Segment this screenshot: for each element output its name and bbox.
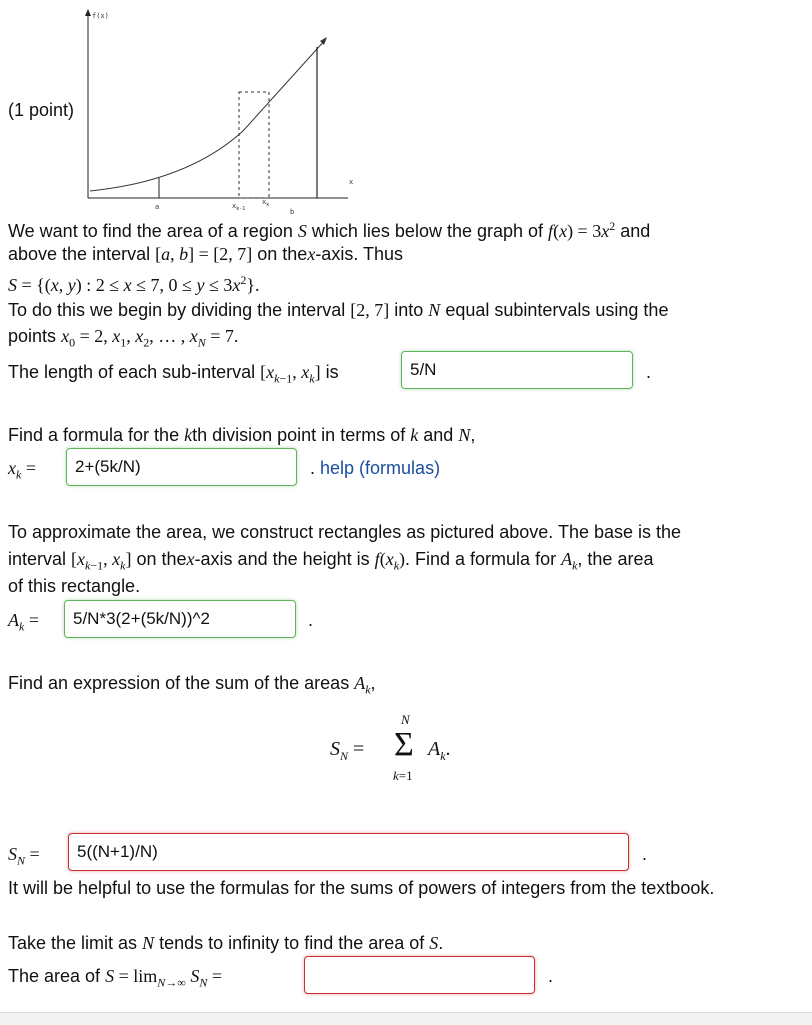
y-axis-label: f(x) (92, 12, 109, 20)
tick-label-xk: $x_k$ (262, 198, 270, 208)
length-question: The length of each sub-interval [$x_{k-1}$, $x_k$] is (8, 362, 339, 386)
graph-svg (78, 6, 360, 216)
xk-label: $x_k$ = (8, 458, 36, 482)
math-points: $x_0 = 2$, $x_1$, $x_2$, … , $x_N = 7$. (61, 326, 239, 350)
limit-input[interactable] (304, 956, 535, 994)
sum-hint: It will be helpful to use the formulas for the sums of powers of integers from the textbook. (8, 878, 715, 898)
math-f-def: $f(x) = 3x^2$ (548, 219, 616, 241)
period: . (646, 362, 652, 382)
math-interval: [a, b] = [2, 7] (155, 244, 253, 264)
tick-label-xk-1: $x_{k-1}$ (232, 202, 246, 212)
area-text-2: interval [$x_{k-1}$, $x_k$] on thex-axis and the height is $f(x_k)$. Find a formula for $A_k$, the area (8, 549, 654, 573)
limit-label: The area of $S = \lim_{N\to\infty} S_N$ = (8, 966, 222, 990)
set-definition: S = {(x, y) : 2 ≤ x ≤ 7, $0 \le y \le 3x^2$}. (8, 273, 260, 295)
bottom-bar (0, 1012, 812, 1025)
points-label: (1 point) (8, 100, 75, 120)
sum-input[interactable]: 5((N+1)/N) (68, 833, 629, 871)
x-axis-label: x (349, 178, 354, 186)
tick-label-b: b (290, 208, 295, 216)
limit-question: Take the limit as N tends to infinity to find the area of S. (8, 933, 444, 953)
division-question: Find a formula for the kth division point in terms of k and N, (8, 425, 476, 445)
area-text-1: To approximate the area, we construct rectangles as pictured above. The base is the (8, 522, 682, 542)
sigma-symbol: Σ (394, 726, 414, 763)
intro-line-1: We want to find the area of a region S which lies below the graph of $f(x) = 3x^2$ and (8, 219, 651, 241)
division-input[interactable]: 2+(5k/N) (66, 448, 297, 486)
ak-label: $A_k$ = (8, 610, 39, 634)
sn-label: $S_N$ = (8, 844, 40, 868)
sum-question: Find an expression of the sum of the areas $A_k$, (8, 673, 376, 697)
intro-line-5: points $x_0 = 2$, $x_1$, $x_2$, … , $x_N = 7$. (8, 326, 239, 350)
tick-label-a: a (155, 203, 160, 211)
sum-formula: $S_N$ = N Σ $A_k$. k=1 (330, 712, 451, 783)
area-text-3: of this rectangle. (8, 576, 141, 596)
area-input[interactable]: 5/N*3(2+(5k/N))^2 (64, 600, 296, 638)
help-formulas-link[interactable]: help (formulas) (320, 458, 441, 478)
intro-line-4: To do this we begin by dividing the interval [2, 7] into N equal subintervals using the (8, 300, 669, 320)
help-line: . help (formulas) (310, 458, 441, 478)
intro-line-2: above the interval [a, b] = [2, 7] on thex-axis. Thus (8, 244, 404, 264)
graph-figure (78, 6, 360, 216)
length-input[interactable]: 5/N (401, 351, 633, 389)
math-S: S (297, 221, 307, 241)
